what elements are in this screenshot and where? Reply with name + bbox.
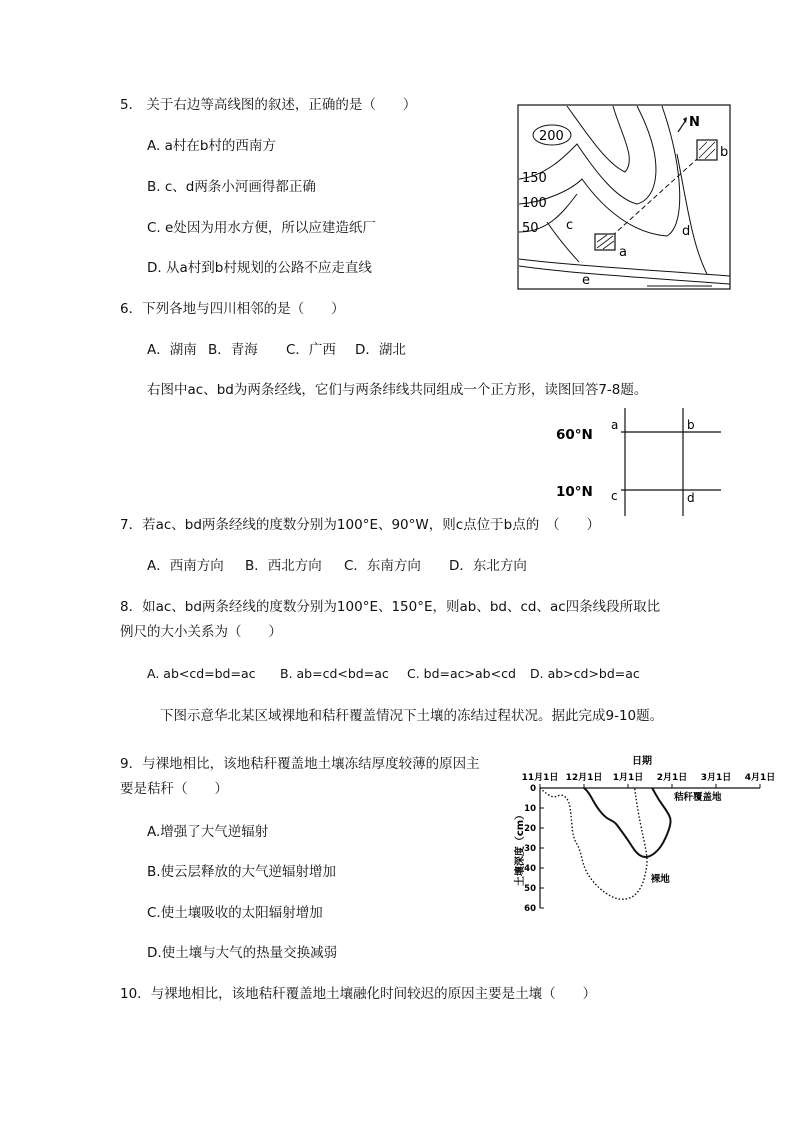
point-d: d: [687, 491, 695, 505]
label-a: a: [619, 245, 627, 260]
y-tick-label: 40: [524, 864, 536, 874]
legend-straw-covered: 秸秆覆盖地: [674, 792, 722, 803]
q5-stem: 5． 关于右边等高线图的叙述，正确的是（ ）: [120, 97, 417, 113]
q5-option-b[interactable]: B. c、d两条小河画得都正确: [147, 179, 316, 195]
contour-map: [517, 104, 732, 290]
chart-title: 日期: [632, 756, 652, 767]
series-line-straw-covered: [584, 788, 671, 857]
x-tick-label: 3月1日: [700, 773, 732, 783]
y-tick-label: 0: [530, 784, 536, 794]
elev-200: 200: [539, 129, 564, 144]
q8-stem-line2: 例尺的大小关系为（ ）: [120, 624, 282, 640]
intro-9-10: 下图示意华北某区域裸地和秸秆覆盖情况下土壤的冻结过程状况。据此完成9-10题。: [160, 708, 664, 724]
y-tick-label: 20: [524, 824, 536, 834]
q10-stem: 10．与裸地相比，该地秸秆覆盖地土壤融化时间较迟的原因主要是土壤（ ）: [120, 986, 597, 1002]
x-tick-label: 4月1日: [744, 773, 776, 783]
x-tick-label: 12月1日: [565, 773, 603, 783]
x-tick-label: 11月1日: [521, 773, 559, 783]
y-tick-label: 60: [524, 904, 536, 914]
river-d: [677, 154, 707, 274]
y-tick-label: 30: [524, 844, 536, 854]
q9-option-b[interactable]: B.使云层释放的大气逆辐射增加: [147, 864, 337, 880]
q5-option-d[interactable]: D. 从a村到b村规划的公路不应走直线: [147, 260, 372, 276]
intro-7-8: 右图中ac、bd为两条经线，它们与两条纬线共同组成一个正方形，读图回答7-8题。: [147, 382, 648, 398]
q7-option-c[interactable]: C．东南方向: [344, 558, 421, 574]
label-d: d: [682, 224, 691, 239]
point-b: b: [687, 418, 695, 432]
q8-stem-line1: 8．如ac、bd两条经线的度数分别为100°E、150°E，则ab、bd、cd、ac四条线段所取比: [120, 599, 661, 615]
elev-150: 150: [522, 171, 547, 186]
q9-option-c[interactable]: C.使土壤吸收的太阳辐射增加: [147, 905, 323, 921]
q8-option-b[interactable]: B. ab=cd<bd=ac: [280, 666, 389, 681]
elev-100: 100: [522, 196, 547, 211]
q9-option-d[interactable]: D.使土壤与大气的热量交换减弱: [147, 945, 338, 961]
lat-lon-grid: [553, 404, 728, 519]
contour-line: [519, 106, 656, 204]
north-label: N: [689, 115, 700, 130]
q8-option-c[interactable]: C. bd=ac>ab<cd: [407, 666, 516, 681]
q6-option-d[interactable]: D．湖北: [355, 342, 406, 358]
contour-line: [567, 106, 629, 172]
y-tick-label: 50: [524, 884, 536, 894]
q7-option-b[interactable]: B．西北方向: [245, 558, 322, 574]
label-c: c: [566, 218, 574, 233]
river-c: [547, 222, 579, 262]
q7-stem: 7．若ac、bd两条经线的度数分别为100°E、90°W，则c点位于b点的 （ ）: [120, 517, 600, 533]
q6-option-b[interactable]: B．青海: [208, 342, 258, 358]
x-tick-label: 2月1日: [656, 773, 688, 783]
q6-stem: 6．下列各地与四川相邻的是（ ）: [120, 301, 345, 317]
lat-label-60n: 60°N: [556, 427, 593, 443]
lat-label-10n: 10°N: [556, 484, 593, 500]
soil-freeze-chart: [508, 752, 776, 914]
q6-option-a[interactable]: A．湖南: [147, 342, 197, 358]
label-e: e: [582, 273, 590, 288]
x-tick-label: 1月1日: [612, 773, 644, 783]
q9-stem-line2: 要是秸秆（ ）: [120, 781, 228, 797]
elev-50: 50: [522, 221, 539, 236]
q9-option-a[interactable]: A.增强了大气逆辐射: [147, 824, 269, 840]
q9-stem-line1: 9．与裸地相比，该地秸秆覆盖地土壤冻结厚度较薄的原因主: [120, 756, 480, 772]
chart-y-axis-label: 土壤深度（cm）: [515, 809, 526, 887]
y-tick-label: 10: [524, 804, 536, 814]
q8-option-a[interactable]: A. ab<cd=bd=ac: [147, 666, 256, 681]
point-c: c: [611, 489, 618, 503]
point-a: a: [611, 418, 619, 432]
q7-option-a[interactable]: A．西南方向: [147, 558, 224, 574]
q6-option-c[interactable]: C．广西: [286, 342, 336, 358]
q7-option-d[interactable]: D．东北方向: [449, 558, 527, 574]
q5-option-c[interactable]: C. e处因为用水方便，所以应建造纸厂: [147, 220, 376, 236]
label-b: b: [720, 145, 729, 160]
q8-option-d[interactable]: D. ab>cd>bd=ac: [530, 666, 640, 681]
q5-option-a[interactable]: A. a村在b村的西南方: [147, 138, 276, 154]
legend-bare-soil: 裸地: [650, 874, 670, 885]
